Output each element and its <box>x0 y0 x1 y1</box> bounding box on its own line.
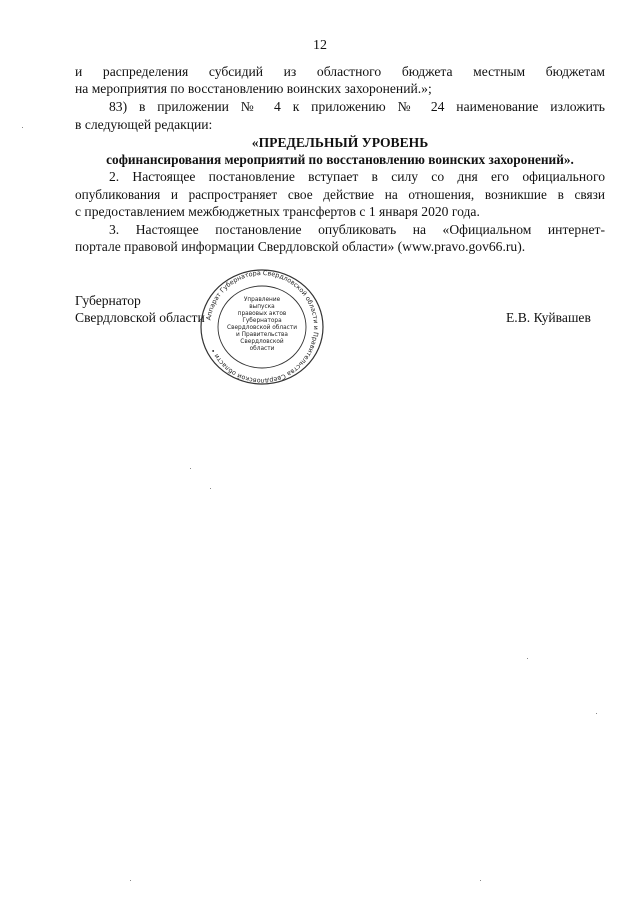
svg-text:Свердловской области: Свердловской области <box>227 325 297 331</box>
text-line-7: 2. Настоящее постановление вступает в силу со дня его официального <box>109 169 605 184</box>
scan-speck <box>210 488 211 489</box>
scan-speck <box>596 713 597 714</box>
scan-speck <box>190 468 191 469</box>
svg-text:Губернатора: Губернатора <box>242 318 282 324</box>
svg-text:Свердловской: Свердловской <box>240 339 284 345</box>
text-line-2: на мероприятия по восстановлению воинских захоронений.»; <box>75 81 432 96</box>
svg-text:и Правительства: и Правительства <box>236 332 288 338</box>
text-line-9: с предоставлением межбюджетных трансфертов с 1 января 2020 года. <box>75 204 480 219</box>
text-line-1: и распределения субсидий из областного бюджета местным бюджетам <box>75 64 605 79</box>
heading-subtitle: софинансирования мероприятий по восстановлению воинских захоронений». <box>106 152 574 167</box>
heading-title: «ПРЕДЕЛЬНЫЙ УРОВЕНЬ <box>251 135 429 150</box>
scan-speck <box>480 880 481 881</box>
signatory-name: Е.В. Куйвашев <box>506 310 591 325</box>
text-line-4: в следующей редакции: <box>75 117 213 132</box>
svg-text:области: области <box>249 346 275 352</box>
svg-text:правовых актов: правовых актов <box>237 311 287 317</box>
text-line-8: опубликования и распространяет свое действие на отношения, возникшие в связи <box>75 187 605 202</box>
svg-text:выпуска: выпуска <box>249 304 275 310</box>
scan-speck <box>130 880 131 881</box>
text-line-10: 3. Настоящее постановление опубликовать на «Официальном интернет- <box>109 222 605 237</box>
text-line-11: портале правовой информации Свердловской области» (www.pravo.gov66.ru). <box>75 239 526 254</box>
svg-text:Управление: Управление <box>243 297 281 303</box>
signatory-position-2: Свердловской области <box>75 310 205 325</box>
scan-speck <box>527 658 528 659</box>
signatory-position-1: Губернатор <box>75 293 141 308</box>
official-stamp <box>197 268 327 386</box>
text-line-3: 83) в приложении № 4 к приложению № 24 наименование изложить <box>109 99 605 114</box>
page-number: 12 <box>313 38 327 53</box>
scan-speck <box>22 127 23 128</box>
svg-text:Аппарат Губернатора Свердловск: Аппарат Губернатора Свердловской области и Правительства Свердловской области • <box>204 268 321 386</box>
